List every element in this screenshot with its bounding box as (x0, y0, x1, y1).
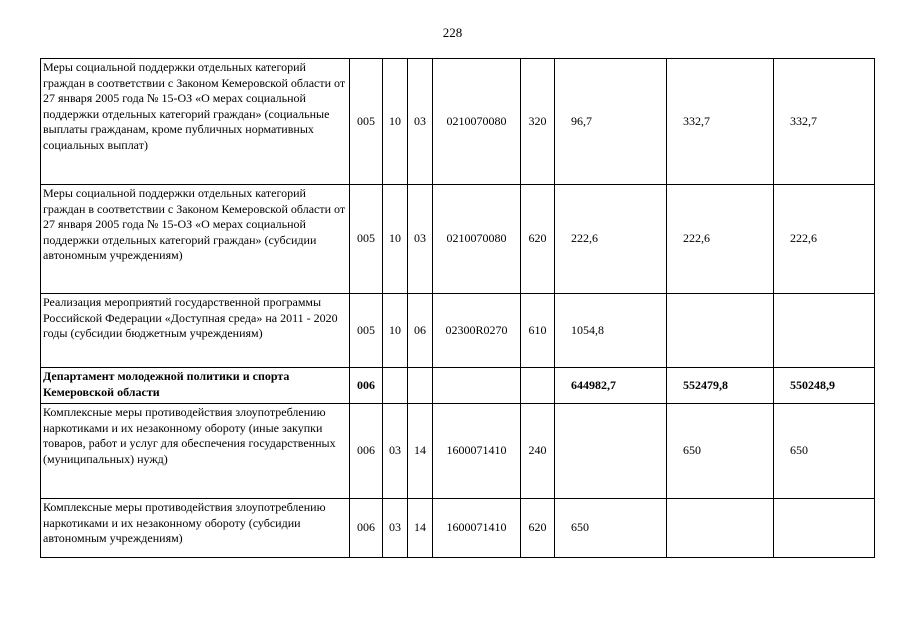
amount-year-3-cell: 650 (774, 404, 875, 499)
row-name-cell: Комплексные меры противодействия злоупотреблению наркотиками и их незаконному обороту (иные закупки товаров, работ и услуг для обеспечения государственных (муниципальных) нужд) (41, 404, 350, 499)
ved-code-cell: 005 (350, 294, 383, 368)
ved-code-cell: 005 (350, 185, 383, 294)
amount-year-1-cell: 222,6 (555, 185, 667, 294)
amount-year-3-cell (774, 499, 875, 558)
amount-year-2-cell: 222,6 (667, 185, 774, 294)
amount-year-2-cell: 650 (667, 404, 774, 499)
amount-year-3-cell (774, 294, 875, 368)
amount-year-3-cell: 332,7 (774, 59, 875, 185)
row-name-cell: Комплексные меры противодействия злоупотреблению наркотиками и их незаконному обороту (субсидии автономным учреждениям) (41, 499, 350, 558)
target-article-cell: 0210070080 (433, 59, 521, 185)
amount-year-1-cell: 644982,7 (555, 368, 667, 404)
section-code-cell: 03 (383, 499, 408, 558)
subsection-code-cell: 06 (408, 294, 433, 368)
ved-code-cell: 006 (350, 404, 383, 499)
section-code-cell: 03 (383, 404, 408, 499)
ved-code-cell: 006 (350, 499, 383, 558)
table-row (41, 499, 875, 558)
expense-type-cell (521, 368, 555, 404)
target-article-cell: 1600071410 (433, 499, 521, 558)
subsection-code-cell (408, 368, 433, 404)
amount-year-1-cell: 96,7 (555, 59, 667, 185)
amount-year-1-cell: 1054,8 (555, 294, 667, 368)
amount-year-3-cell: 222,6 (774, 185, 875, 294)
expense-type-cell: 620 (521, 499, 555, 558)
expense-type-cell: 240 (521, 404, 555, 499)
target-article-cell: 0210070080 (433, 185, 521, 294)
budget-table (40, 58, 875, 558)
subsection-code-cell: 03 (408, 59, 433, 185)
amount-year-1-cell: 650 (555, 499, 667, 558)
amount-year-2-cell (667, 294, 774, 368)
expense-type-cell: 610 (521, 294, 555, 368)
amount-year-2-cell: 552479,8 (667, 368, 774, 404)
target-article-cell (433, 368, 521, 404)
section-code-cell: 10 (383, 59, 408, 185)
ved-code-cell: 005 (350, 59, 383, 185)
ved-code-cell: 006 (350, 368, 383, 404)
row-name-cell: Меры социальной поддержки отдельных категорий граждан в соответствии с Законом Кемеровской области от 27 января 2005 года № 15-ОЗ «О мерах социальной поддержки отдельных категорий граждан» (социальные выплаты гражданам, кроме публичных нормативных социальных выплат) (41, 59, 350, 185)
target-article-cell: 1600071410 (433, 404, 521, 499)
amount-year-2-cell (667, 499, 774, 558)
subsection-code-cell: 14 (408, 404, 433, 499)
expense-type-cell: 320 (521, 59, 555, 185)
table-row (41, 404, 875, 499)
target-article-cell: 02300R0270 (433, 294, 521, 368)
amount-year-2-cell: 332,7 (667, 59, 774, 185)
page-number: 228 (442, 25, 463, 40)
subsection-code-cell: 14 (408, 499, 433, 558)
amount-year-1-cell (555, 404, 667, 499)
table-row (41, 59, 875, 185)
subsection-code-cell: 03 (408, 185, 433, 294)
section-code-cell: 10 (383, 185, 408, 294)
expense-type-cell: 620 (521, 185, 555, 294)
department-row (41, 368, 875, 404)
section-code-cell: 10 (383, 294, 408, 368)
table-row (41, 185, 875, 294)
department-name-cell: Департамент молодежной политики и спорта Кемеровской области (41, 368, 350, 404)
amount-year-3-cell: 550248,9 (774, 368, 875, 404)
table-row (41, 294, 875, 368)
section-code-cell (383, 368, 408, 404)
row-name-cell: Меры социальной поддержки отдельных категорий граждан в соответствии с Законом Кемеровской области от 27 января 2005 года № 15-ОЗ «О мерах социальной поддержки отдельных категорий граждан» (субсидии автономным учреждениям) (41, 185, 350, 294)
row-name-cell: Реализация мероприятий государственной программы Российской Федерации «Доступная среда» на 2011 - 2020 годы (субсидии бюджетным учреждениям) (41, 294, 350, 368)
